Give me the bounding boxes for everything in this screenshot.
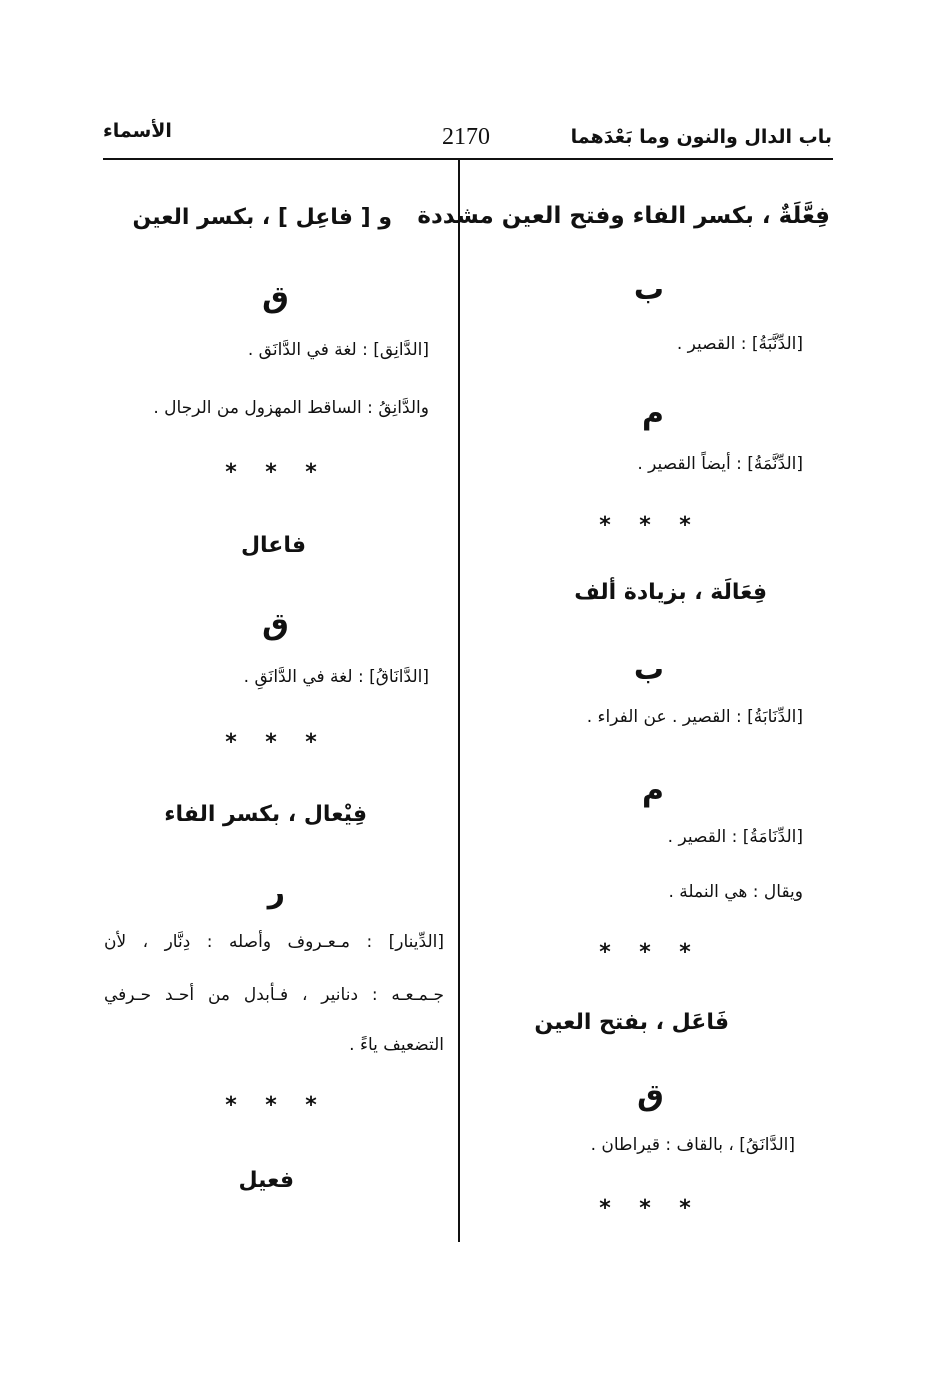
letter-ra: ر	[267, 875, 285, 910]
star: *	[305, 1093, 317, 1118]
entry-dinar-line-3: التضعيف ياءً .	[349, 1035, 444, 1055]
entry-dinabah: [الدِّنَابَةُ] : القصير . عن الفراء .	[586, 707, 803, 727]
letter-ba: ب	[633, 652, 664, 687]
star: *	[265, 460, 277, 485]
page-number: 2170	[442, 124, 490, 150]
entry-dinnamah: [الدِّنَّمَةُ] : أيضاً القصير .	[637, 454, 803, 474]
star: *	[599, 513, 611, 538]
star: *	[599, 1196, 611, 1221]
star: *	[679, 513, 691, 538]
entry-namlah: ويقال : هي النملة .	[668, 882, 803, 902]
heading-faal: فَاعَل ، بفتح العين	[534, 1010, 729, 1035]
chapter-title: باب الدال والنون وما بَعْدَهما	[570, 126, 832, 148]
entry-danaq-long: [الدَّانَاقُ] : لغة في الدَّانَقِ .	[243, 667, 429, 687]
star: *	[265, 1093, 277, 1118]
star: *	[599, 940, 611, 965]
entry-dinar-line-2: جـمـعـه : دنانير ، فـأبدل من أحـد حـرفي	[104, 985, 444, 1005]
heading-faal-long: فاعال	[240, 533, 306, 558]
entry-danig-rijal: والدَّانِقُ : الساقط المهزول من الرجال .	[153, 398, 429, 418]
separator-stars	[585, 513, 705, 538]
letter-mim: م	[642, 396, 664, 431]
star: *	[679, 1196, 691, 1221]
star: *	[225, 460, 237, 485]
entry-danig: [الدَّانِق] : لغة في الدَّانَق .	[247, 340, 429, 360]
letter-qaf: ق	[262, 607, 289, 642]
letter-qaf: ق	[262, 280, 289, 315]
star: *	[225, 1093, 237, 1118]
star: *	[305, 460, 317, 485]
letter-mim: م	[642, 773, 664, 808]
section-title: الأسماء	[103, 120, 172, 142]
header-rule	[103, 158, 833, 160]
heading-fail: و [ فاعِل ] ، بكسر العين	[132, 205, 392, 230]
separator-stars	[585, 1196, 705, 1221]
star: *	[639, 513, 651, 538]
separator-stars	[211, 730, 331, 755]
separator-stars	[211, 460, 331, 485]
heading-fialah: فِعَالَة ، بزيادة ألف	[574, 580, 767, 605]
separator-stars	[585, 940, 705, 965]
heading-fail-long: فعيل	[238, 1168, 294, 1193]
letter-ba: ب	[633, 272, 664, 307]
heading-fiaal: فِيْعال ، بكسر الفاء	[164, 802, 367, 827]
letter-qaf: ق	[637, 1078, 664, 1113]
heading-fiallah: فِعَّلَةٌ ، بكسر الفاء وفتح العين مشددة	[417, 203, 830, 229]
entry-danaq: [الدَّانَقُ] ، بالقاف : قيراطان .	[590, 1135, 795, 1155]
star: *	[639, 1196, 651, 1221]
star: *	[225, 730, 237, 755]
separator-stars	[211, 1093, 331, 1118]
star: *	[305, 730, 317, 755]
column-divider	[458, 160, 460, 1242]
star: *	[679, 940, 691, 965]
star: *	[265, 730, 277, 755]
star: *	[639, 940, 651, 965]
entry-dinamah: [الدِّنَامَةُ] : القصير .	[667, 827, 803, 847]
entry-dinnabah: [الدِّنَّبَةُ] : القصير .	[676, 334, 803, 354]
entry-dinar-line-1: [الدِّينار] : مـعـروف وأصله : دِنَّار ، لأن	[104, 932, 444, 952]
